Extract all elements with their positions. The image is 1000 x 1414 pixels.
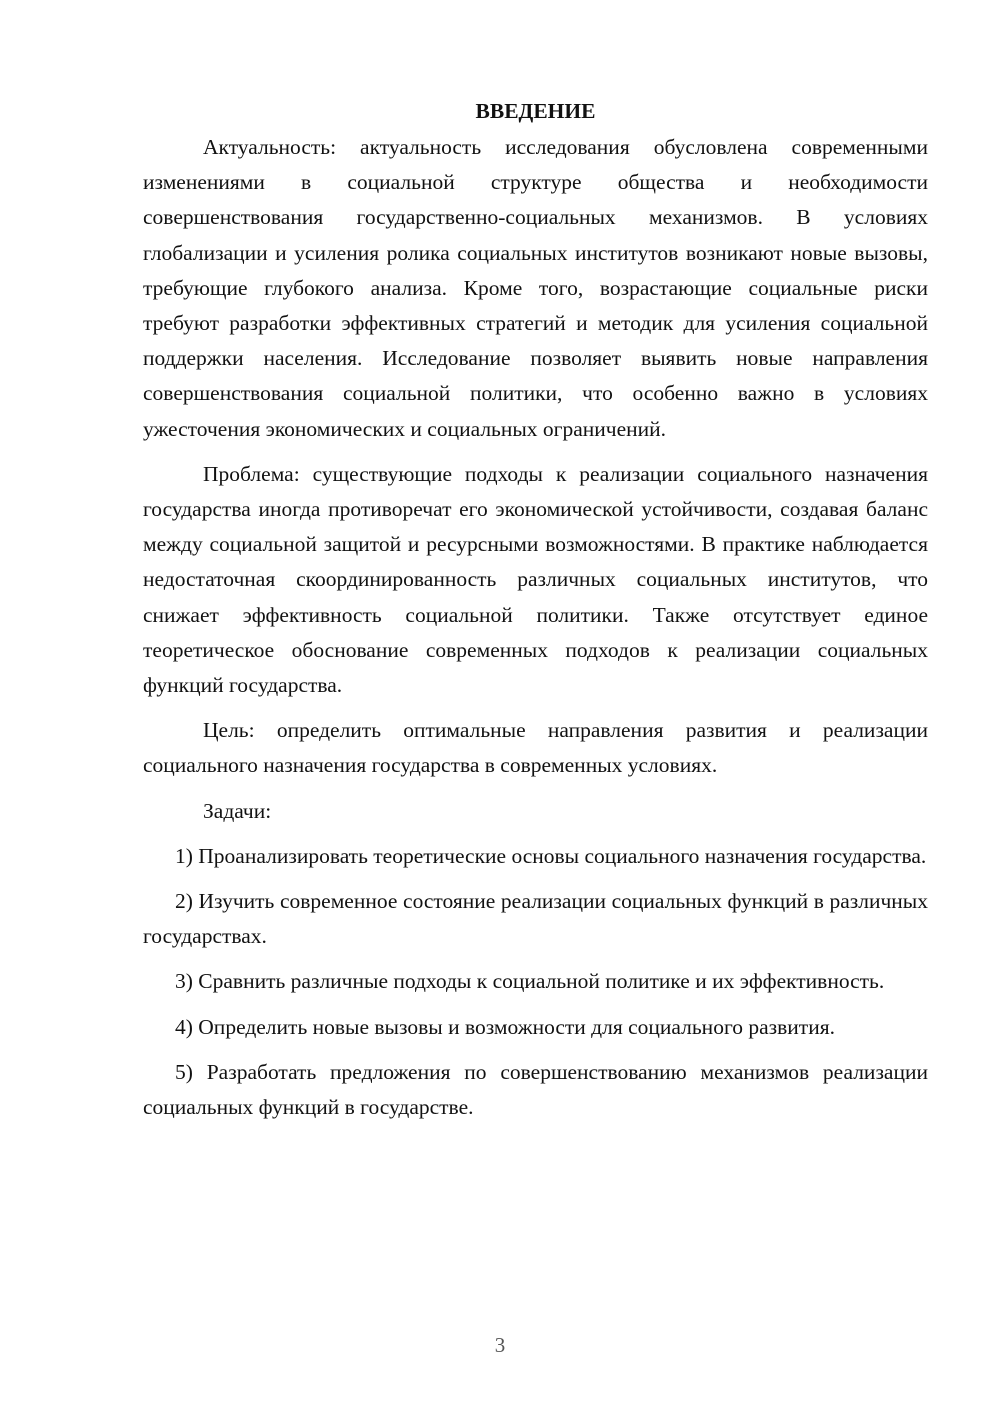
problem-paragraph: Проблема: существующие подходы к реализации социального назначения государства иногда противоречат его экономической устойчивости, создавая баланс между социальной защитой и ресурсными возможностями. В практике наблюдается недостаточная скоординированность различных социальных институтов, что снижает эффективность социальной политики. Также отсутствует единое теоретическое обоснование современных подходов к реализации социальных функций государства. — [143, 461, 928, 698]
task-item-3: 3) Сравнить различные подходы к социальной политике и их эффективность. — [175, 969, 885, 994]
task-item-1: 1) Проанализировать теоретические основы социального назначения государства. — [175, 843, 927, 868]
page-title: ВВЕДЕНИЕ — [475, 99, 596, 123]
page-number: 3 — [494, 1333, 506, 1357]
document-body — [143, 94, 928, 1135]
relevance-paragraph: Актуальность: актуальность исследования обусловлена современными изменениями в социальной структуре общества и необходимости совершенствования государственно-социальных механизмов. В условиях глобализации и усиления ролика социальных институтов возникают новые вызовы, требующие глубокого анализа. Кроме того, возрастающие социальные риски требуют разработки эффективных стратегий и методик для усиления социальной поддержки населения. Исследование позволяет выявить новые направления совершенствования социальной политики, что особенно важно в условиях ужесточения экономических и социальных ограничений. — [143, 135, 928, 441]
task-item-4: 4) Определить новые вызовы и возможности для социального развития. — [175, 1014, 835, 1039]
goal-paragraph: Цель: определить оптимальные направления развития и реализации социального назначения государства в современных условиях. — [143, 718, 928, 778]
tasks-heading: Задачи: — [203, 798, 272, 823]
task-item-5: 5) Разработать предложения по совершенствованию механизмов реализации социальных функций в государстве. — [143, 1059, 928, 1120]
task-item-2: 2) Изучить современное состояние реализации социальных функций в различных государствах. — [143, 889, 928, 949]
